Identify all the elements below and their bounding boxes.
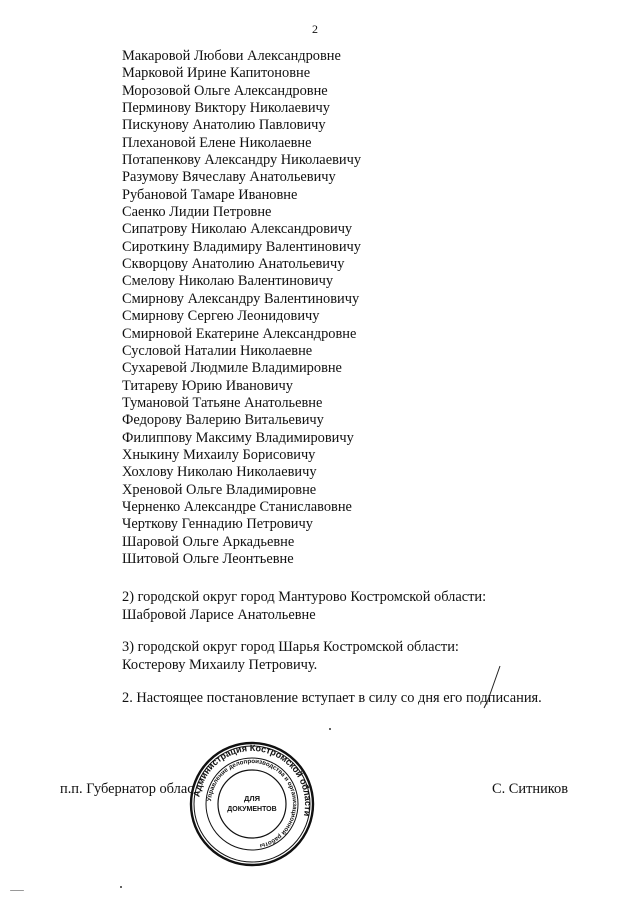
recipient-name: Макаровой Любови Александровне [122,48,341,64]
pen-mark [478,664,506,710]
district-2-person: Шабровой Ларисе Анатольевне [122,607,316,623]
recipient-name: Тумановой Татьяне Анатольевне [122,394,323,411]
recipient-name: Потапенкову Александру Николаевичу [122,152,362,169]
stamp-outer-text: Администрация Костромской области [191,742,314,818]
recipient-name: Перминову Виктору Николаевичу [122,100,330,117]
district-3-block [122,638,459,674]
scan-speck [120,886,122,888]
recipient-name: Морозовой Ольге Александровне [122,82,328,99]
recipient-name: Шитовой Ольге Леонтьевне [122,550,294,567]
signatory-name: С. Ситников [492,781,569,797]
signatory-title: п.п. Губернатор облас [60,781,194,797]
recipient-name: Сусловой Наталии Николаевне [122,342,313,359]
recipient-name: Рубановой Тамаре Ивановне [122,186,298,203]
recipient-name: Черткову Геннадию Петровичу [122,516,313,533]
stamp-center-line-1: ДЛЯ [244,794,260,803]
district-2-heading: 2) городской округ город Мантурово Костромской области: [122,589,487,605]
recipient-name: Черненко Александре Станиславовне [122,498,352,515]
scan-speck [10,890,24,891]
recipient-name: Сухаревой Людмиле Владимировне [122,360,342,377]
recipient-name: Шаровой Ольге Аркадьевне [122,533,295,550]
recipient-name: Федорову Валерию Витальевичу [122,412,324,429]
recipient-name: Хныкину Михаилу Борисовичу [122,446,316,463]
district-3-heading: 3) городской округ город Шарья Костромской области: [122,639,459,655]
district-3-person: Костерову Михаилу Петровичу. [122,657,318,673]
stamp-center-line-2: ДОКУМЕНТОВ [227,806,277,813]
scan-speck [329,728,331,730]
recipient-name: Скворцову Анатолию Анатольевичу [122,256,345,273]
recipient-name: Хреновой Ольге Владимировне [122,481,317,498]
district-2-block [122,588,486,624]
recipient-name: Смирнову Сергею Леонидовичу [122,308,320,325]
recipient-name: Плехановой Елене Николаевне [122,134,312,151]
recipient-name: Смелову Николаю Валентиновичу [122,273,334,290]
recipient-name: Филиппову Максиму Владимировичу [122,429,354,446]
final-clause: 2. Настоящее постановление вступает в силу со дня его подписания. [122,690,542,706]
page-number: 2 [312,22,318,36]
recipient-name: Пискунову Анатолию Павловичу [122,117,326,134]
svg-text:Управление делопроизводства и [206,758,298,849]
recipient-list [122,48,361,568]
stamp-inner-text: Управление делопроизводства и организационной работы [206,757,299,850]
recipient-name: Смирновой Екатерине Александровне [122,325,357,342]
recipient-name: Саенко Лидии Петровне [122,204,272,221]
recipient-name: Разумову Вячеславу Анатольевичу [122,169,336,186]
recipient-name: Сипатрову Николаю Александровичу [122,221,353,238]
recipient-name: Смирнову Александру Валентиновичу [122,290,360,307]
recipient-name: Сироткину Владимиру Валентиновичу [122,238,361,255]
recipient-name: Марковой Ирине Капитоновне [122,65,311,82]
recipient-name: Титареву Юрию Ивановичу [122,377,293,394]
recipient-name: Хохлову Николаю Николаевичу [122,464,317,481]
official-stamp [188,740,316,868]
